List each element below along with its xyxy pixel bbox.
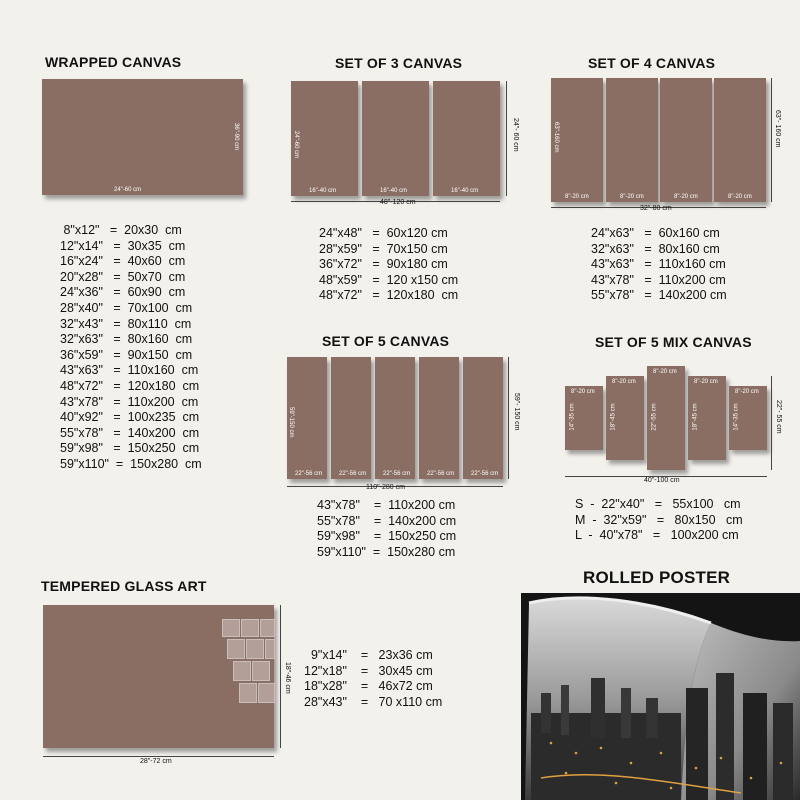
set4-size-list	[591, 226, 727, 304]
glass-reflection	[265, 639, 275, 659]
set5-panel-width-label: 22"-56 cm	[383, 471, 411, 477]
glass-reflection	[258, 683, 275, 703]
set3-title: SET OF 3 CANVAS	[335, 55, 463, 71]
size-option: 48"x72" = 120x180 cm	[60, 378, 200, 393]
mix5-panel-width-label: 8"-20 cm	[653, 369, 677, 375]
size-option: 24"x63" = 60x160 cm	[591, 226, 720, 240]
set4-panel-width-label: 8"-20 cm	[620, 194, 644, 200]
set3-panel-3	[433, 81, 500, 196]
mix5-height-medium-label: 18"-45 cm	[610, 403, 617, 431]
set5-panel-5	[463, 357, 503, 479]
mix5-height-medium-label: 18"-45 cm	[692, 403, 699, 431]
city-skyline-image	[521, 593, 800, 800]
mix5-panel-width-label: 8"-20 cm	[571, 389, 595, 395]
size-option: 24"x36" = 60x90 cm	[60, 285, 186, 300]
size-option: 24"x48" = 60x120 cm	[319, 226, 448, 240]
mix5-title: SET OF 5 MIX CANVAS	[595, 334, 752, 350]
wrapped-height-label: 36"-90 cm	[233, 123, 239, 151]
size-option: 55"x78" = 140x200 cm	[60, 425, 200, 440]
set3-height-line	[506, 81, 507, 196]
size-option: 43"x78" = 110x200 cm	[60, 394, 199, 409]
glass-height-label: 18"-46 cm	[284, 662, 291, 694]
set3-panel-2	[362, 81, 429, 196]
set4-total-height-label: 63"- 160 cm	[774, 110, 781, 148]
size-option: 36"x72" = 90x180 cm	[319, 257, 448, 272]
mix5-panel-4	[688, 376, 726, 460]
glass-reflection	[227, 639, 245, 659]
size-option: 28"x59" = 70x150 cm	[319, 241, 448, 256]
wrapped-canvas-panel	[42, 79, 243, 195]
size-option: 43"x63" = 110x160 cm	[60, 363, 199, 378]
set5-total-height-label: 59"- 150 cm	[513, 393, 520, 431]
size-option: 43"x78" = 110x200 cm	[317, 498, 456, 512]
glass-size-list	[304, 648, 442, 710]
set5-panel-3	[375, 357, 415, 479]
mix5-height-line	[771, 376, 772, 470]
set5-total-width-label: 110"-280 cm	[366, 484, 405, 491]
glass-title: TEMPERED GLASS ART	[41, 578, 207, 594]
glass-reflection	[222, 619, 240, 637]
size-option: 16"x24" = 40x60 cm	[60, 254, 186, 269]
glass-reflection	[260, 619, 275, 637]
size-option: 18"x28" = 46x72 cm	[304, 679, 433, 694]
size-option: 59"x110" = 150x280 cm	[60, 456, 202, 471]
mix5-panel-width-label: 8"-20 cm	[735, 389, 759, 395]
set5-panel-width-label: 22"-56 cm	[295, 471, 323, 477]
wrapped-width-label: 24"-60 cm	[114, 187, 142, 193]
set3-panel-width-label: 16"-40 cm	[309, 188, 337, 194]
set3-size-list	[319, 226, 458, 304]
size-option: 55"x78" = 140x200 cm	[591, 288, 727, 303]
set3-panel-1	[291, 81, 358, 196]
mix5-panel-1	[565, 386, 603, 450]
set5-panel-1	[287, 357, 327, 479]
set5-panel-4	[419, 357, 459, 479]
size-option: 8"x12" = 20x30 cm	[60, 223, 182, 237]
glass-reflection	[252, 661, 270, 681]
glass-reflection	[246, 639, 264, 659]
size-option: 20"x28" = 50x70 cm	[60, 269, 186, 284]
set4-panel-width-label: 8"-20 cm	[565, 194, 589, 200]
set5-panel-height-label: 59"-150 cm	[288, 407, 294, 438]
set3-panel-width-label: 16"-40 cm	[380, 188, 408, 194]
set5-panel-width-label: 22"-56 cm	[427, 471, 455, 477]
wrapped-size-list	[60, 223, 202, 473]
set4-panel-width-label: 8"-20 cm	[674, 194, 698, 200]
glass-reflection	[241, 619, 259, 637]
mix5-panel-width-label: 8"-20 cm	[612, 379, 636, 385]
mix5-panel-2	[606, 376, 644, 460]
mix5-total-width-label: 40"-100 cm	[644, 477, 680, 484]
size-option: 59"x98" = 150x250 cm	[317, 529, 457, 544]
set4-panel-2	[606, 78, 658, 202]
glass-width-line	[43, 756, 274, 757]
size-option: 28"x43" = 70 x110 cm	[304, 694, 443, 709]
set5-size-list	[317, 498, 456, 560]
poster-photo	[521, 593, 800, 800]
mix5-panel-5	[729, 386, 767, 450]
glass-height-line	[280, 605, 281, 748]
size-option: 48"x72" = 120x180 cm	[319, 288, 459, 303]
set5-height-line	[508, 357, 509, 479]
set3-panel-height-label: 24"-60 cm	[293, 131, 299, 159]
set4-total-width-label: 32"-80 cm	[640, 205, 672, 212]
size-option: 43"x78" = 110x200 cm	[591, 272, 726, 287]
mix5-height-small-label: 14"-35 cm	[569, 403, 576, 431]
size-option: 9"x14" = 23x36 cm	[304, 648, 433, 662]
size-option: 32"x43" = 80x110 cm	[60, 316, 192, 331]
mix5-panel-width-label: 8"-20 cm	[694, 379, 718, 385]
size-option: 55"x78" = 140x200 cm	[317, 513, 457, 528]
size-option: 43"x63" = 110x160 cm	[591, 257, 726, 272]
mix5-panel-3	[647, 366, 685, 470]
mix5-size-list	[575, 497, 743, 544]
size-option: 59"x98" = 150x250 cm	[60, 441, 200, 456]
size-option: 32"x63" = 80x160 cm	[60, 332, 193, 347]
size-option: S - 22"x40" = 55x100 cm	[575, 497, 741, 511]
set5-panel-2	[331, 357, 371, 479]
glass-panel	[43, 605, 274, 748]
set4-panel-3	[660, 78, 712, 202]
wrapped-canvas-title: WRAPPED CANVAS	[45, 54, 182, 70]
glass-reflection	[233, 661, 251, 681]
set3-total-height-label: 24"- 60 cm	[512, 118, 519, 152]
mix5-height-large-label: 22"-55 cm	[651, 403, 658, 431]
size-option: 32"x63" = 80x160 cm	[591, 241, 720, 256]
size-option: L - 40"x78" = 100x200 cm	[575, 528, 739, 543]
set4-panel-1	[551, 78, 603, 202]
set4-panel-4	[714, 78, 766, 202]
size-option: 28"x40" = 70x100 cm	[60, 300, 193, 315]
mix5-height-small-label: 14"-35 cm	[733, 403, 740, 431]
size-option: M - 32"x59" = 80x150 cm	[575, 512, 743, 527]
size-option: 12"x18" = 30x45 cm	[304, 663, 433, 678]
poster-title: ROLLED POSTER	[583, 568, 731, 587]
size-option: 12"x14" = 30x35 cm	[60, 238, 186, 253]
set5-title: SET OF 5 CANVAS	[322, 333, 450, 349]
set5-panel-width-label: 22"-56 cm	[471, 471, 499, 477]
size-option: 59"x110" = 150x280 cm	[317, 544, 456, 559]
mix5-total-height-label: 22"- 55 cm	[775, 400, 782, 434]
set4-height-line	[771, 78, 772, 202]
size-option: 48"x59" = 120 x150 cm	[319, 272, 459, 287]
set3-panel-width-label: 16"-40 cm	[451, 188, 479, 194]
size-option: 40"x92" = 100x235 cm	[60, 410, 200, 425]
set3-total-width-label: 48"-120 cm	[380, 199, 416, 206]
set4-panel-height-label: 63"-160 cm	[553, 122, 559, 153]
glass-width-label: 28"-72 cm	[140, 758, 172, 765]
glass-reflection	[239, 683, 257, 703]
size-option: 36"x59" = 90x150 cm	[60, 347, 193, 362]
set4-panel-width-label: 8"-20 cm	[728, 194, 752, 200]
set4-title: SET OF 4 CANVAS	[588, 55, 716, 71]
set5-panel-width-label: 22"-56 cm	[339, 471, 367, 477]
